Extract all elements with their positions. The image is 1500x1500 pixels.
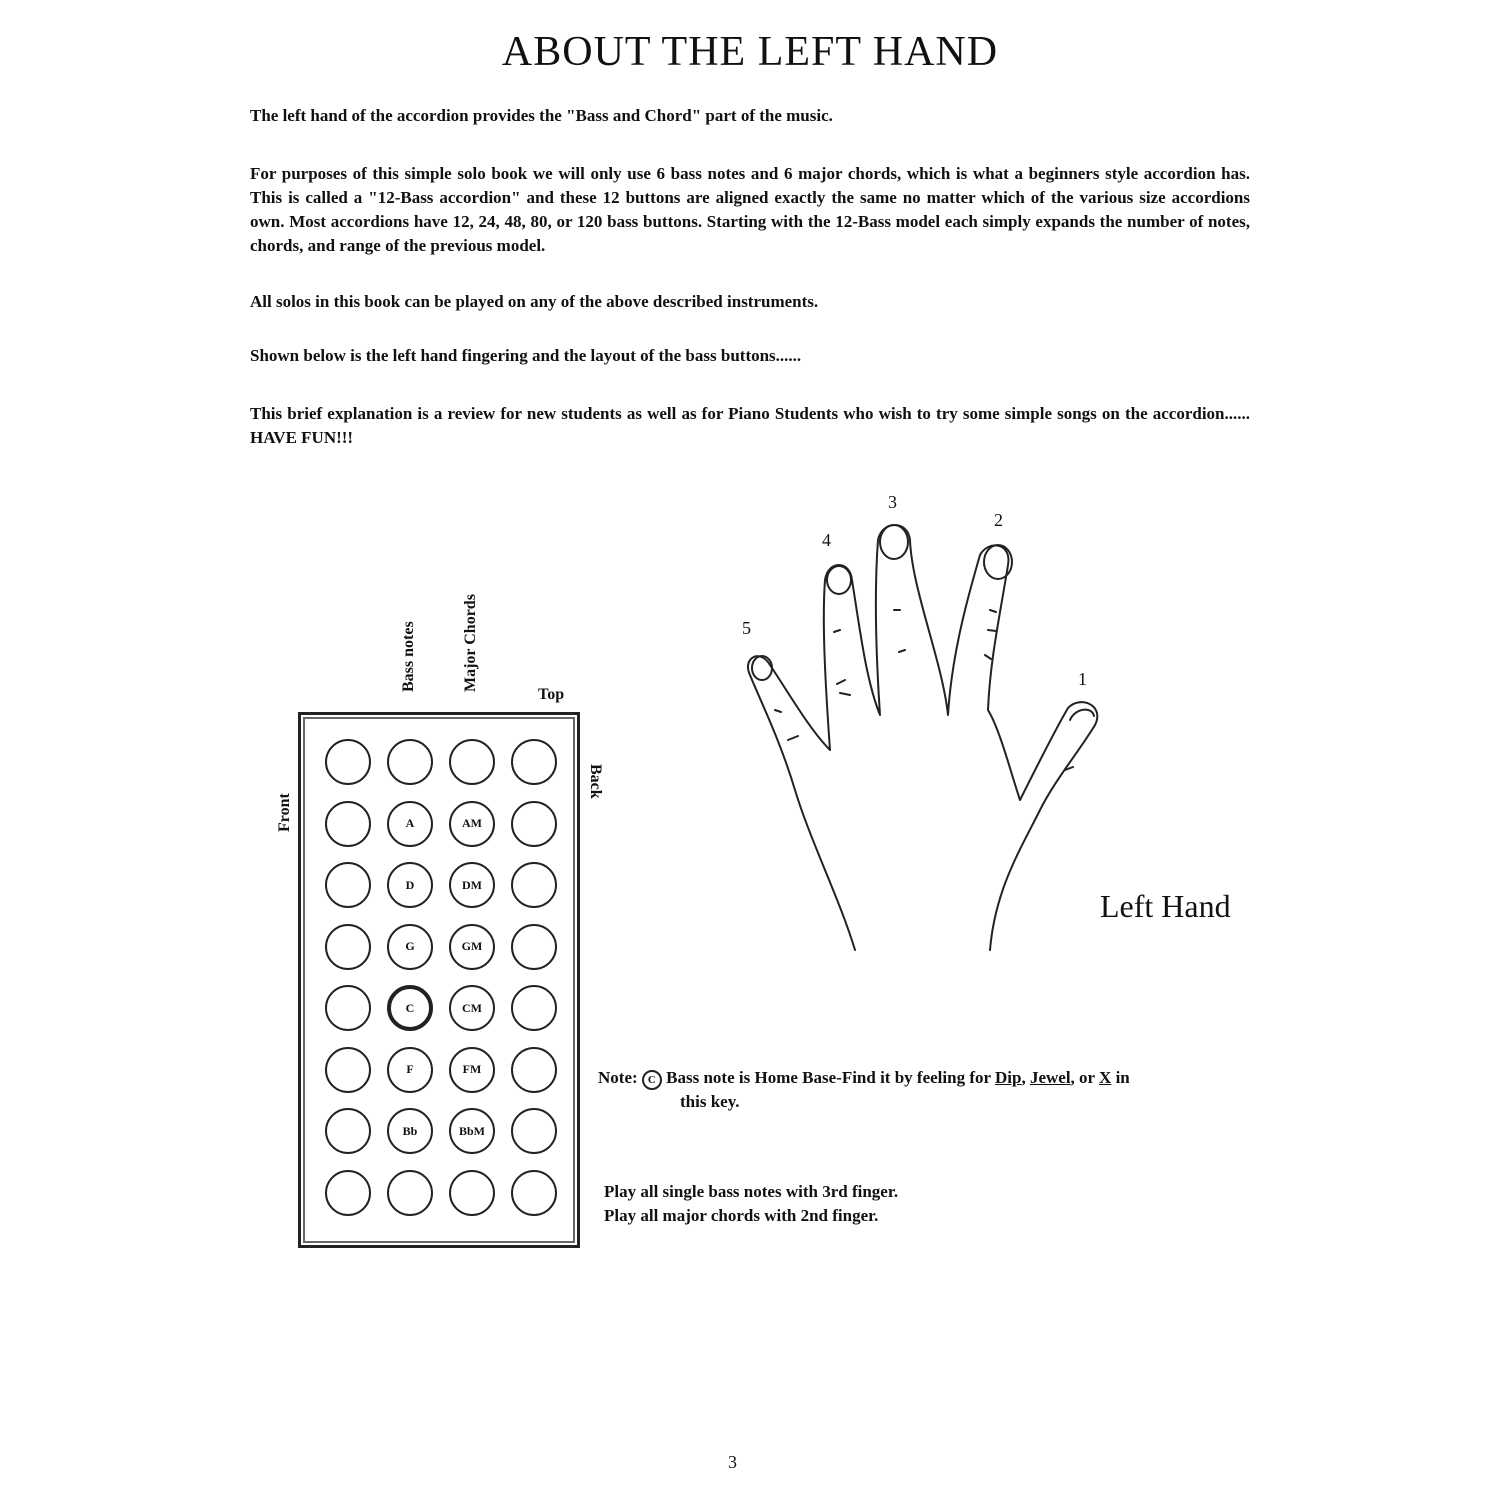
finger-nail-4 bbox=[827, 566, 851, 594]
finger-number-1: 1 bbox=[1078, 669, 1087, 689]
front-label: Front bbox=[276, 793, 293, 832]
bass-note-button-bb: Bb bbox=[387, 1108, 433, 1154]
bass-note-button bbox=[387, 1170, 433, 1216]
hand-outline bbox=[748, 525, 1097, 950]
bass-button bbox=[511, 1108, 557, 1154]
bass-note-button-d: D bbox=[387, 862, 433, 908]
bass-button bbox=[511, 1047, 557, 1093]
thumb-nail bbox=[1070, 710, 1094, 720]
finger-number-5: 5 bbox=[742, 618, 751, 638]
bass-note-button-g: G bbox=[387, 924, 433, 970]
bass-button bbox=[511, 985, 557, 1031]
bass-button bbox=[511, 924, 557, 970]
top-label: Top bbox=[538, 686, 565, 703]
bass-button bbox=[325, 1047, 371, 1093]
bass-finger-instruction: Play all single bass notes with 3rd finger. bbox=[604, 1182, 899, 1201]
page-number: 3 bbox=[728, 1452, 737, 1472]
bass-notes-label: Bass notes bbox=[400, 621, 417, 692]
home-base-note-line-2: this key. bbox=[680, 1092, 740, 1111]
left-hand-label: Left Hand bbox=[1100, 888, 1231, 924]
major-chord-button-am: AM bbox=[449, 801, 495, 847]
bass-button bbox=[325, 801, 371, 847]
purpose-paragraph: For purposes of this simple solo book we will only use 6 bass notes and 6 major chords, which is what a beginners style accordion has. This is called a "12-Bass accordion" and these 12 buttons are aligned exactly the same no matter which of the various size accordions own. Most accordions have 12, 24, 48, 80, or 120 bass buttons. Starting with the 12-Bass model each simply expands the number of notes, chords, and range of the previous model. bbox=[250, 164, 1250, 255]
bass-button bbox=[325, 862, 371, 908]
note-x: X bbox=[1099, 1068, 1112, 1087]
bass-button bbox=[511, 862, 557, 908]
bass-button bbox=[511, 1170, 557, 1216]
note-dip: Dip bbox=[994, 1068, 1022, 1087]
bass-note-button bbox=[387, 739, 433, 785]
note-sep-2: , or bbox=[1070, 1068, 1100, 1087]
note-sep-1: , bbox=[1021, 1068, 1030, 1087]
major-chord-button-gm: GM bbox=[449, 924, 495, 970]
major-chord-button bbox=[449, 1170, 495, 1216]
finger-number-4: 4 bbox=[822, 530, 831, 550]
bass-note-button-c: C bbox=[387, 985, 433, 1031]
note-text-a: Bass note is Home Base-Find it by feeling for bbox=[661, 1068, 995, 1087]
finger-nail-5 bbox=[752, 656, 772, 680]
bass-note-button-a: A bbox=[387, 801, 433, 847]
major-chord-button bbox=[449, 739, 495, 785]
finger-number-2: 2 bbox=[994, 510, 1003, 530]
bass-button bbox=[325, 739, 371, 785]
review-paragraph: This brief explanation is a review for new students as well as for Piano Students who wish to try some simple songs on the accordion...... HAVE FUN!!! bbox=[250, 404, 1250, 447]
intro-paragraph: The left hand of the accordion provides the "Bass and Chord" part of the music. bbox=[250, 106, 833, 125]
bass-button-board bbox=[298, 712, 580, 1248]
home-base-note bbox=[598, 1066, 1248, 1090]
note-jewel: Jewel bbox=[1029, 1068, 1071, 1087]
chord-finger-instruction: Play all major chords with 2nd finger. bbox=[604, 1206, 879, 1225]
solos-paragraph: All solos in this book can be played on any of the above described instruments. bbox=[250, 292, 819, 311]
major-chord-button-bbm: BbM bbox=[449, 1108, 495, 1154]
finger-nail-3 bbox=[880, 525, 908, 559]
bass-note-button-f: F bbox=[387, 1047, 433, 1093]
bass-button bbox=[325, 924, 371, 970]
major-chord-button-cm: CM bbox=[449, 985, 495, 1031]
back-label: Back bbox=[587, 764, 604, 799]
shown-below-paragraph: Shown below is the left hand fingering and the layout of the bass buttons...... bbox=[250, 346, 802, 365]
bass-button bbox=[325, 985, 371, 1031]
circled-c-symbol: C bbox=[642, 1070, 662, 1090]
finger-number-3: 3 bbox=[888, 492, 897, 512]
bass-button bbox=[325, 1170, 371, 1216]
note-text-b: in bbox=[1111, 1068, 1130, 1087]
major-chord-button-fm: FM bbox=[449, 1047, 495, 1093]
bass-button bbox=[325, 1108, 371, 1154]
bass-button bbox=[511, 801, 557, 847]
note-prefix: Note: bbox=[598, 1068, 642, 1087]
major-chord-button-dm: DM bbox=[449, 862, 495, 908]
major-chords-label: Major Chords bbox=[462, 594, 479, 692]
page-title: ABOUT THE LEFT HAND bbox=[501, 29, 999, 75]
knuckle-marks bbox=[775, 610, 1073, 770]
bass-button bbox=[511, 739, 557, 785]
